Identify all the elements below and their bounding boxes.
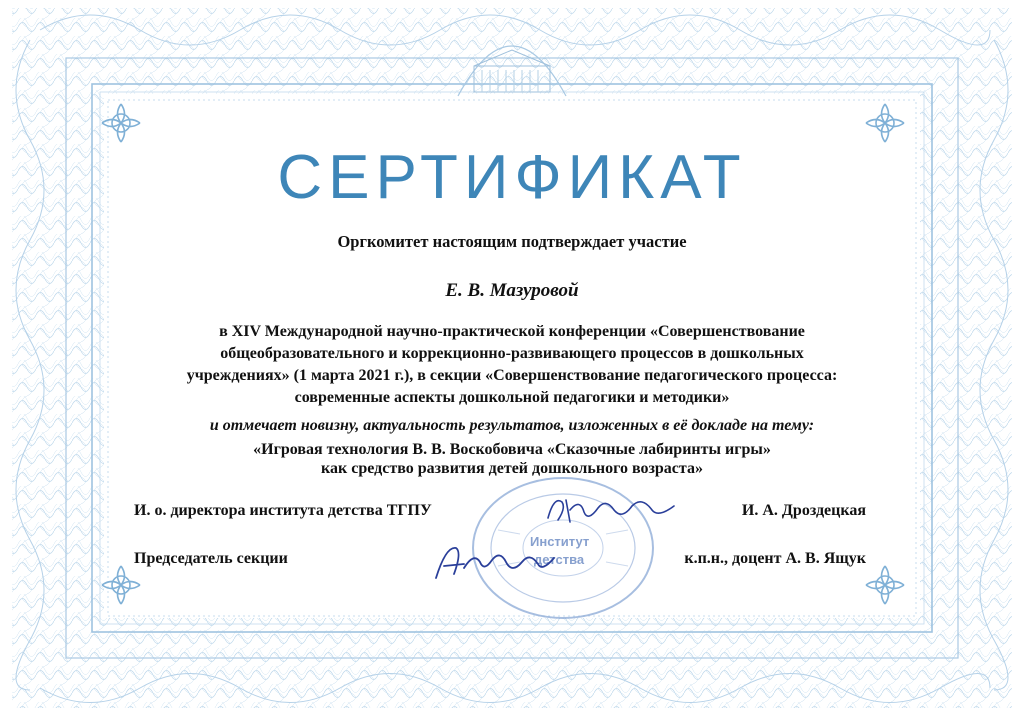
certificate-title: СЕРТИФИКАТ <box>277 143 747 212</box>
chair-title: Председатель секции <box>134 550 288 567</box>
body-line: современные аспекты дошкольной педагогики и методики» <box>294 389 730 406</box>
recipient-name: Е. В. Мазуровой <box>445 280 579 301</box>
director-signature <box>540 488 680 538</box>
topic-line: как средство развития детей дошкольного возраста» <box>321 460 703 477</box>
director-title: И. о. директора института детства ТГПУ <box>134 502 432 519</box>
intro-text: Оргкомитет настоящим подтверждает участие <box>337 232 687 251</box>
stamp-text-line: детства <box>534 552 585 567</box>
body-line: учреждениях» (1 марта 2021 г.), в секции «Совершенствование педагогического процесса: <box>186 367 838 384</box>
stamp-text-line: Институт <box>530 534 590 549</box>
topic-line: «Игровая технология В. В. Воскобовича «Сказочные лабиринты игры» <box>253 441 771 458</box>
director-name: И. А. Дроздецкая <box>741 502 866 519</box>
ornament-icon-bottom-left <box>98 562 144 608</box>
chair-name: к.п.н., доцент А. В. Ящук <box>684 550 866 567</box>
conference-description <box>110 321 914 409</box>
body-line: в XIV Международной научно-практической конференции «Совершенствование <box>219 323 805 340</box>
ornament-icon-top-right <box>862 100 908 146</box>
ornament-icon-bottom-right <box>862 562 908 608</box>
body-line: общеобразовательного и коррекционно-развивающего процессов в дошкольных <box>220 345 804 362</box>
recognition-note: и отмечает новизну, актуальность результатов, изложенных в её докладе на тему: <box>209 417 815 434</box>
building-emblem-icon <box>452 26 572 102</box>
ornament-icon-top-left <box>98 100 144 146</box>
chair-signature <box>430 538 560 588</box>
